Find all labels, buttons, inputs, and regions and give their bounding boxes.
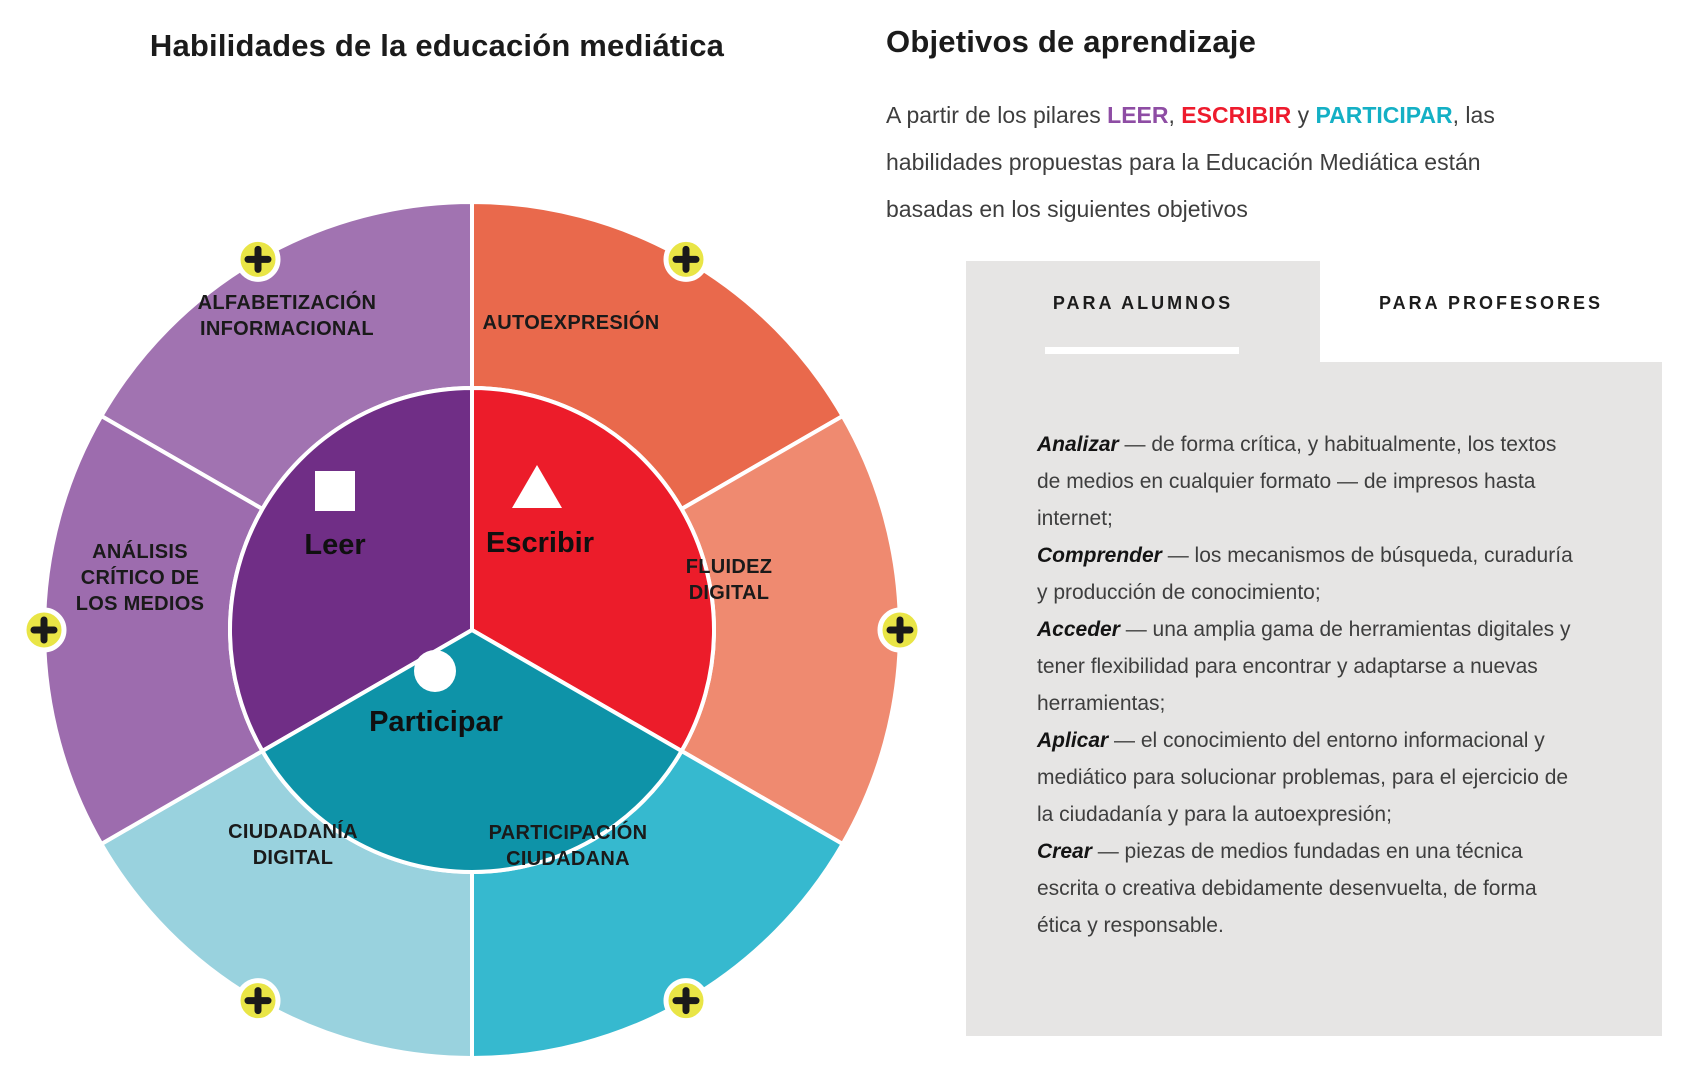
pillar-word: ESCRIBIR	[1181, 102, 1292, 128]
objectives-intro: A partir de los pilares LEER, ESCRIBIR y PARTICIPAR, las habilidades propuestas para la Educación Mediática están basadas en los siguientes objetivos	[886, 102, 1495, 222]
circle-icon	[414, 650, 456, 692]
segment-label-fluidez-digital: FLUIDEZ DIGITAL	[685, 556, 773, 604]
objective-item: Aplicar — el conocimiento del entorno informacional y mediático para solucionar problemas, para el ejercicio de la ciudadanía y para la autoexpresión;	[1037, 729, 1569, 826]
objective-lead-word: Comprender	[1037, 544, 1162, 567]
objectives-title: Objetivos de aprendizaje	[886, 24, 1257, 59]
expand-plus-button[interactable]	[666, 981, 706, 1021]
expand-plus-button[interactable]	[238, 981, 278, 1021]
core-label-participar: Participar	[369, 706, 503, 738]
objective-lead-word: Acceder	[1037, 618, 1120, 641]
objective-lead-word: Crear	[1037, 840, 1092, 863]
segment-label-analisis-critico-de-los-medios: ANÁLISIS CRÍTICO DE LOS MEDIOS	[75, 541, 205, 615]
objective-item: Crear — piezas de medios fundadas en una técnica escrita o creativa debidamente desenvuelta, de forma ética y responsable.	[1037, 840, 1537, 937]
pillar-word: PARTICIPAR	[1315, 102, 1453, 128]
objectives-list	[1037, 426, 1577, 944]
active-tab-underline	[1045, 347, 1239, 354]
core-label-leer: Leer	[304, 529, 366, 561]
tab-para-alumnos[interactable]: PARA ALUMNOS	[1052, 293, 1234, 313]
segment-label-autoexpresion: AUTOEXPRESIÓN	[482, 312, 660, 334]
objective-lead-word: Aplicar	[1037, 729, 1109, 752]
pillar-word: LEER	[1107, 102, 1169, 128]
objective-item: Comprender — los mecanismos de búsqueda, curaduría y producción de conocimiento;	[1037, 544, 1573, 604]
segment-label-participacion-ciudadana: PARTICIPACIÓN CIUDADANA	[488, 822, 648, 870]
objective-item: Acceder — una amplia gama de herramientas digitales y tener flexibilidad para encontrar y adaptarse a nuevas herramientas;	[1037, 618, 1571, 715]
wheel-title: Habilidades de la educación mediática	[149, 28, 725, 63]
tab-para-profesores[interactable]: PARA PROFESORES	[1378, 293, 1604, 313]
expand-plus-button[interactable]	[666, 239, 706, 279]
segment-label-alfabetizacion-informacional: ALFABETIZACIÓN INFORMACIONAL	[197, 292, 377, 340]
objective-item: Analizar — de forma crítica, y habitualmente, los textos de medios en cualquier formato — de impresos hasta internet;	[1037, 433, 1557, 530]
expand-plus-button[interactable]	[880, 610, 920, 650]
expand-plus-button[interactable]	[238, 239, 278, 279]
square-icon	[315, 471, 355, 511]
core-label-escribir: Escribir	[486, 527, 594, 559]
expand-plus-button[interactable]	[24, 610, 64, 650]
objective-lead-word: Analizar	[1037, 433, 1119, 456]
segment-label-ciudadania-digital: CIUDADANÍA DIGITAL	[228, 821, 358, 869]
